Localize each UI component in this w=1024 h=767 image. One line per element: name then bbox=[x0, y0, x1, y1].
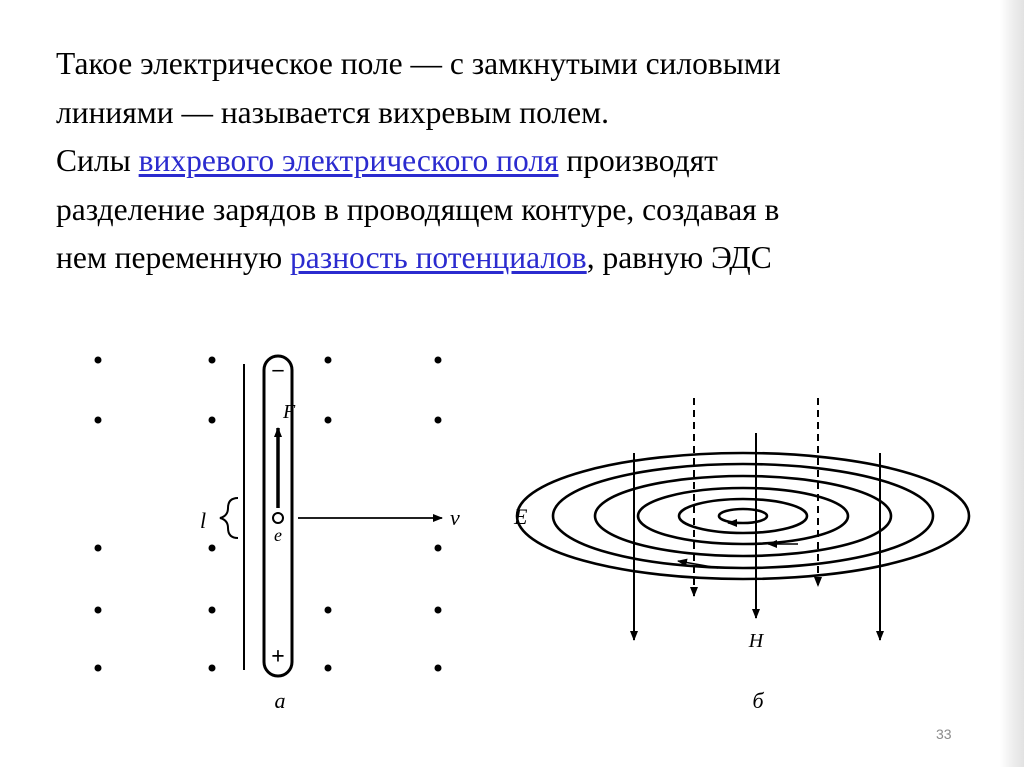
charge-circle bbox=[273, 513, 283, 523]
text-line-5 bbox=[56, 234, 986, 283]
text-line-1: Такое электрическое поле — с замкнутыми силовыми bbox=[56, 46, 781, 81]
minus-sign: – bbox=[272, 356, 284, 381]
physics-figure bbox=[78, 348, 974, 718]
field-label-e: E bbox=[514, 504, 528, 529]
text-line-5-suffix: , равную ЭДС bbox=[586, 240, 772, 275]
slide-edge-shadow bbox=[1000, 0, 1024, 767]
page-number: 33 bbox=[936, 726, 952, 742]
velocity-label: v bbox=[450, 505, 460, 530]
text-line-3-suffix: производят bbox=[558, 143, 718, 178]
magnetic-field-lines bbox=[634, 398, 880, 640]
text-line-4: разделение зарядов в проводящем контуре, создавая в bbox=[56, 191, 780, 227]
link-potential-difference[interactable]: разность потенциалов bbox=[290, 240, 587, 275]
force-label: F bbox=[283, 401, 296, 423]
plus-sign: + bbox=[271, 644, 285, 670]
length-brace bbox=[220, 498, 238, 538]
figure-b bbox=[513, 398, 969, 713]
text-line-3 bbox=[56, 137, 986, 186]
field-label-h: H bbox=[748, 630, 764, 652]
figure-a bbox=[95, 356, 461, 713]
magnetic-field-dots bbox=[95, 357, 442, 672]
slide-text bbox=[56, 40, 986, 283]
charge-label: e bbox=[274, 525, 282, 545]
electric-field-rings bbox=[517, 453, 969, 579]
text-line-5-prefix: нем переменную bbox=[56, 240, 291, 275]
length-label: l bbox=[200, 508, 207, 533]
caption-b: б bbox=[752, 688, 764, 713]
text-line-3-prefix: Силы bbox=[56, 143, 139, 178]
figure-svg bbox=[78, 348, 974, 718]
text-line-2: линиями — называется вихревым полем. bbox=[56, 94, 609, 130]
caption-a: а bbox=[274, 688, 286, 713]
link-vortex-electric-field[interactable]: вихревого электрического поля bbox=[138, 143, 559, 178]
